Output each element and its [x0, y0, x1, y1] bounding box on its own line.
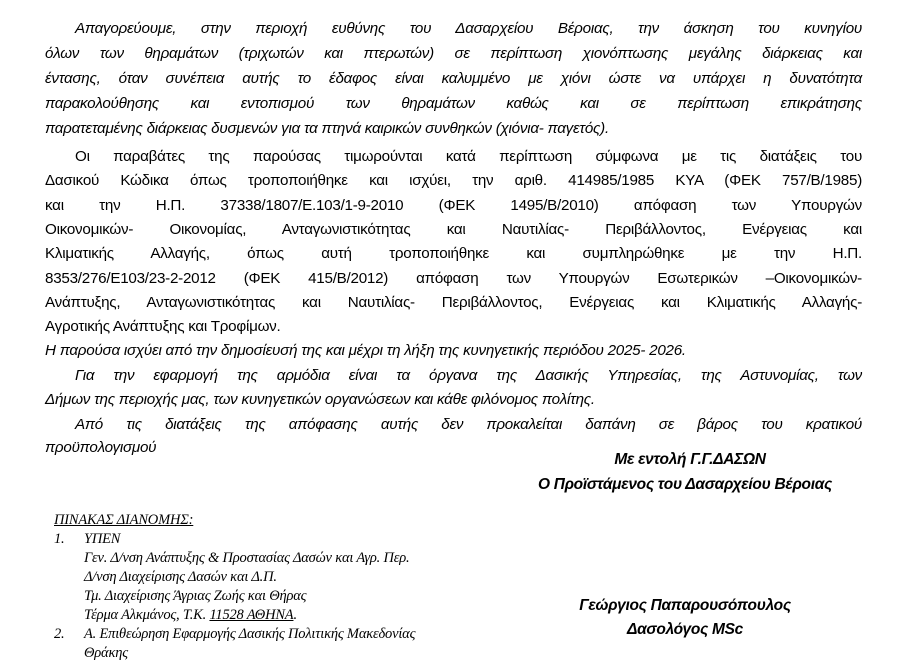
signature-order-line: Με εντολή Γ.Γ.ΔΑΣΩΝ	[614, 451, 766, 468]
list-item: ΥΠΕΝ	[84, 531, 121, 547]
list-item: Δ/νση Διαχείρισης Δασών και Δ.Π.	[84, 569, 277, 585]
list-item-address	[84, 607, 297, 624]
text-line: 8353/276/Ε103/23-2-2012 (ΦΕΚ 415/Β/2012) απόφαση των Υπουργών Εσωτερικών –Οικονομικών-	[45, 270, 862, 287]
text-line: Ανάπτυξης, Ανταγωνιστικότητας και Ναυτιλίας- Περιβάλλοντος, Ενέργειας και Κλιματικής Αλλαγής-	[45, 294, 862, 311]
list-number: 2.	[54, 626, 65, 642]
text-line: Κλιματικής Αλλαγής, όπως αυτή τροποποιήθηκε και συμπληρώθηκε με την Η.Π.	[45, 245, 862, 262]
signature-title: Δασολόγος MSc	[627, 621, 743, 638]
list-item: Τμ. Διαχείρισης Άγριας Ζωής και Θήρας	[84, 588, 307, 604]
text-line: όλων των θηραμάτων (τριχωτών και πτερωτών) σε περίπτωση χιονόπτωσης μεγάλης διάρκειας και	[45, 45, 862, 62]
distribution-heading: ΠΙΝΑΚΑΣ ΔΙΑΝΟΜΗΣ:	[54, 512, 194, 528]
list-item: Θράκης	[84, 645, 128, 661]
text-line: και την Η.Π. 37338/1807/Ε.103/1-9-2010 (ΦΕΚ 1495/Β/2010) απόφαση των Υπουργών	[45, 197, 862, 214]
signature-name: Γεώργιος Παπαρουσόπουλος	[579, 597, 791, 614]
address-suffix: .	[293, 607, 297, 623]
list-number: 1.	[54, 531, 65, 547]
text-line: Οι παραβάτες της παρούσας τιμωρούνται κατά περίπτωση σύμφωνα με τις διατάξεις του	[75, 148, 862, 165]
text-line: Αγροτικής Ανάπτυξης και Τροφίμων.	[45, 318, 281, 335]
address-postcode: 11528 ΑΘΗΝΑ	[209, 607, 294, 623]
text-line: παρακολούθησης και εντοπισμού των θηραμάτων καθώς και σε περίπτωση επικράτησης	[45, 95, 862, 112]
list-item: Α. Επιθεώρηση Εφαρμογής Δασικής Πολιτικής Μακεδονίας	[84, 626, 416, 642]
text-line: προϋπολογισμού	[45, 439, 157, 456]
text-line: Από τις διατάξεις της απόφασης αυτής δεν προκαλείται δαπάνη σε βάρος του κρατικού	[75, 416, 862, 433]
address-text: Τέρμα Αλκμάνος, Τ.Κ.	[84, 607, 210, 623]
text-line: παρατεταμένης διάρκειας δυσμενών για τα πτηνά καιρικών συνθηκών (χιόνια- παγετός).	[45, 120, 609, 137]
signature-role: Ο Προϊστάμενος του Δασαρχείου Βέροιας	[537, 476, 832, 493]
list-item: Γεν. Δ/νση Ανάπτυξης & Προστασίας Δασών και Αγρ. Περ.	[84, 550, 410, 566]
text-line: Δήμων της περιοχής μας, των κυνηγετικών οργανώσεων και κάθε φιλόνομος πολίτης.	[45, 391, 595, 408]
text-line: Απαγορεύουμε, στην περιοχή ευθύνης του Δασαρχείου Βέροιας, την άσκηση του κυνηγίου	[75, 20, 862, 37]
text-line: έντασης, όταν συνέπεια αυτής το έδαφος είναι καλυμμένο με χιόνι ώστε να υπάρχει η δυνατότητα	[45, 70, 862, 87]
text-line: Δασικού Κώδικα όπως τροποποιήθηκε και ισχύει, την αριθ. 414985/1985 ΚΥΑ (ΦΕΚ 757/Β/1985)	[45, 172, 862, 189]
paragraph-validity: Η παρούσα ισχύει από την δημοσίευσή της και μέχρι τη λήξη της κυνηγετικής περιόδου 2025- 2026.	[45, 342, 686, 359]
text-line: Οικονομικών- Οικονομίας, Ανταγωνιστικότητας και Ναυτιλίας- Περιβάλλοντος, Ενέργειας και	[45, 221, 862, 238]
text-line: Για την εφαρμογή της αρμόδια είναι τα όργανα της Δασικής Υπηρεσίας, της Αστυνομίας, των	[75, 367, 862, 384]
